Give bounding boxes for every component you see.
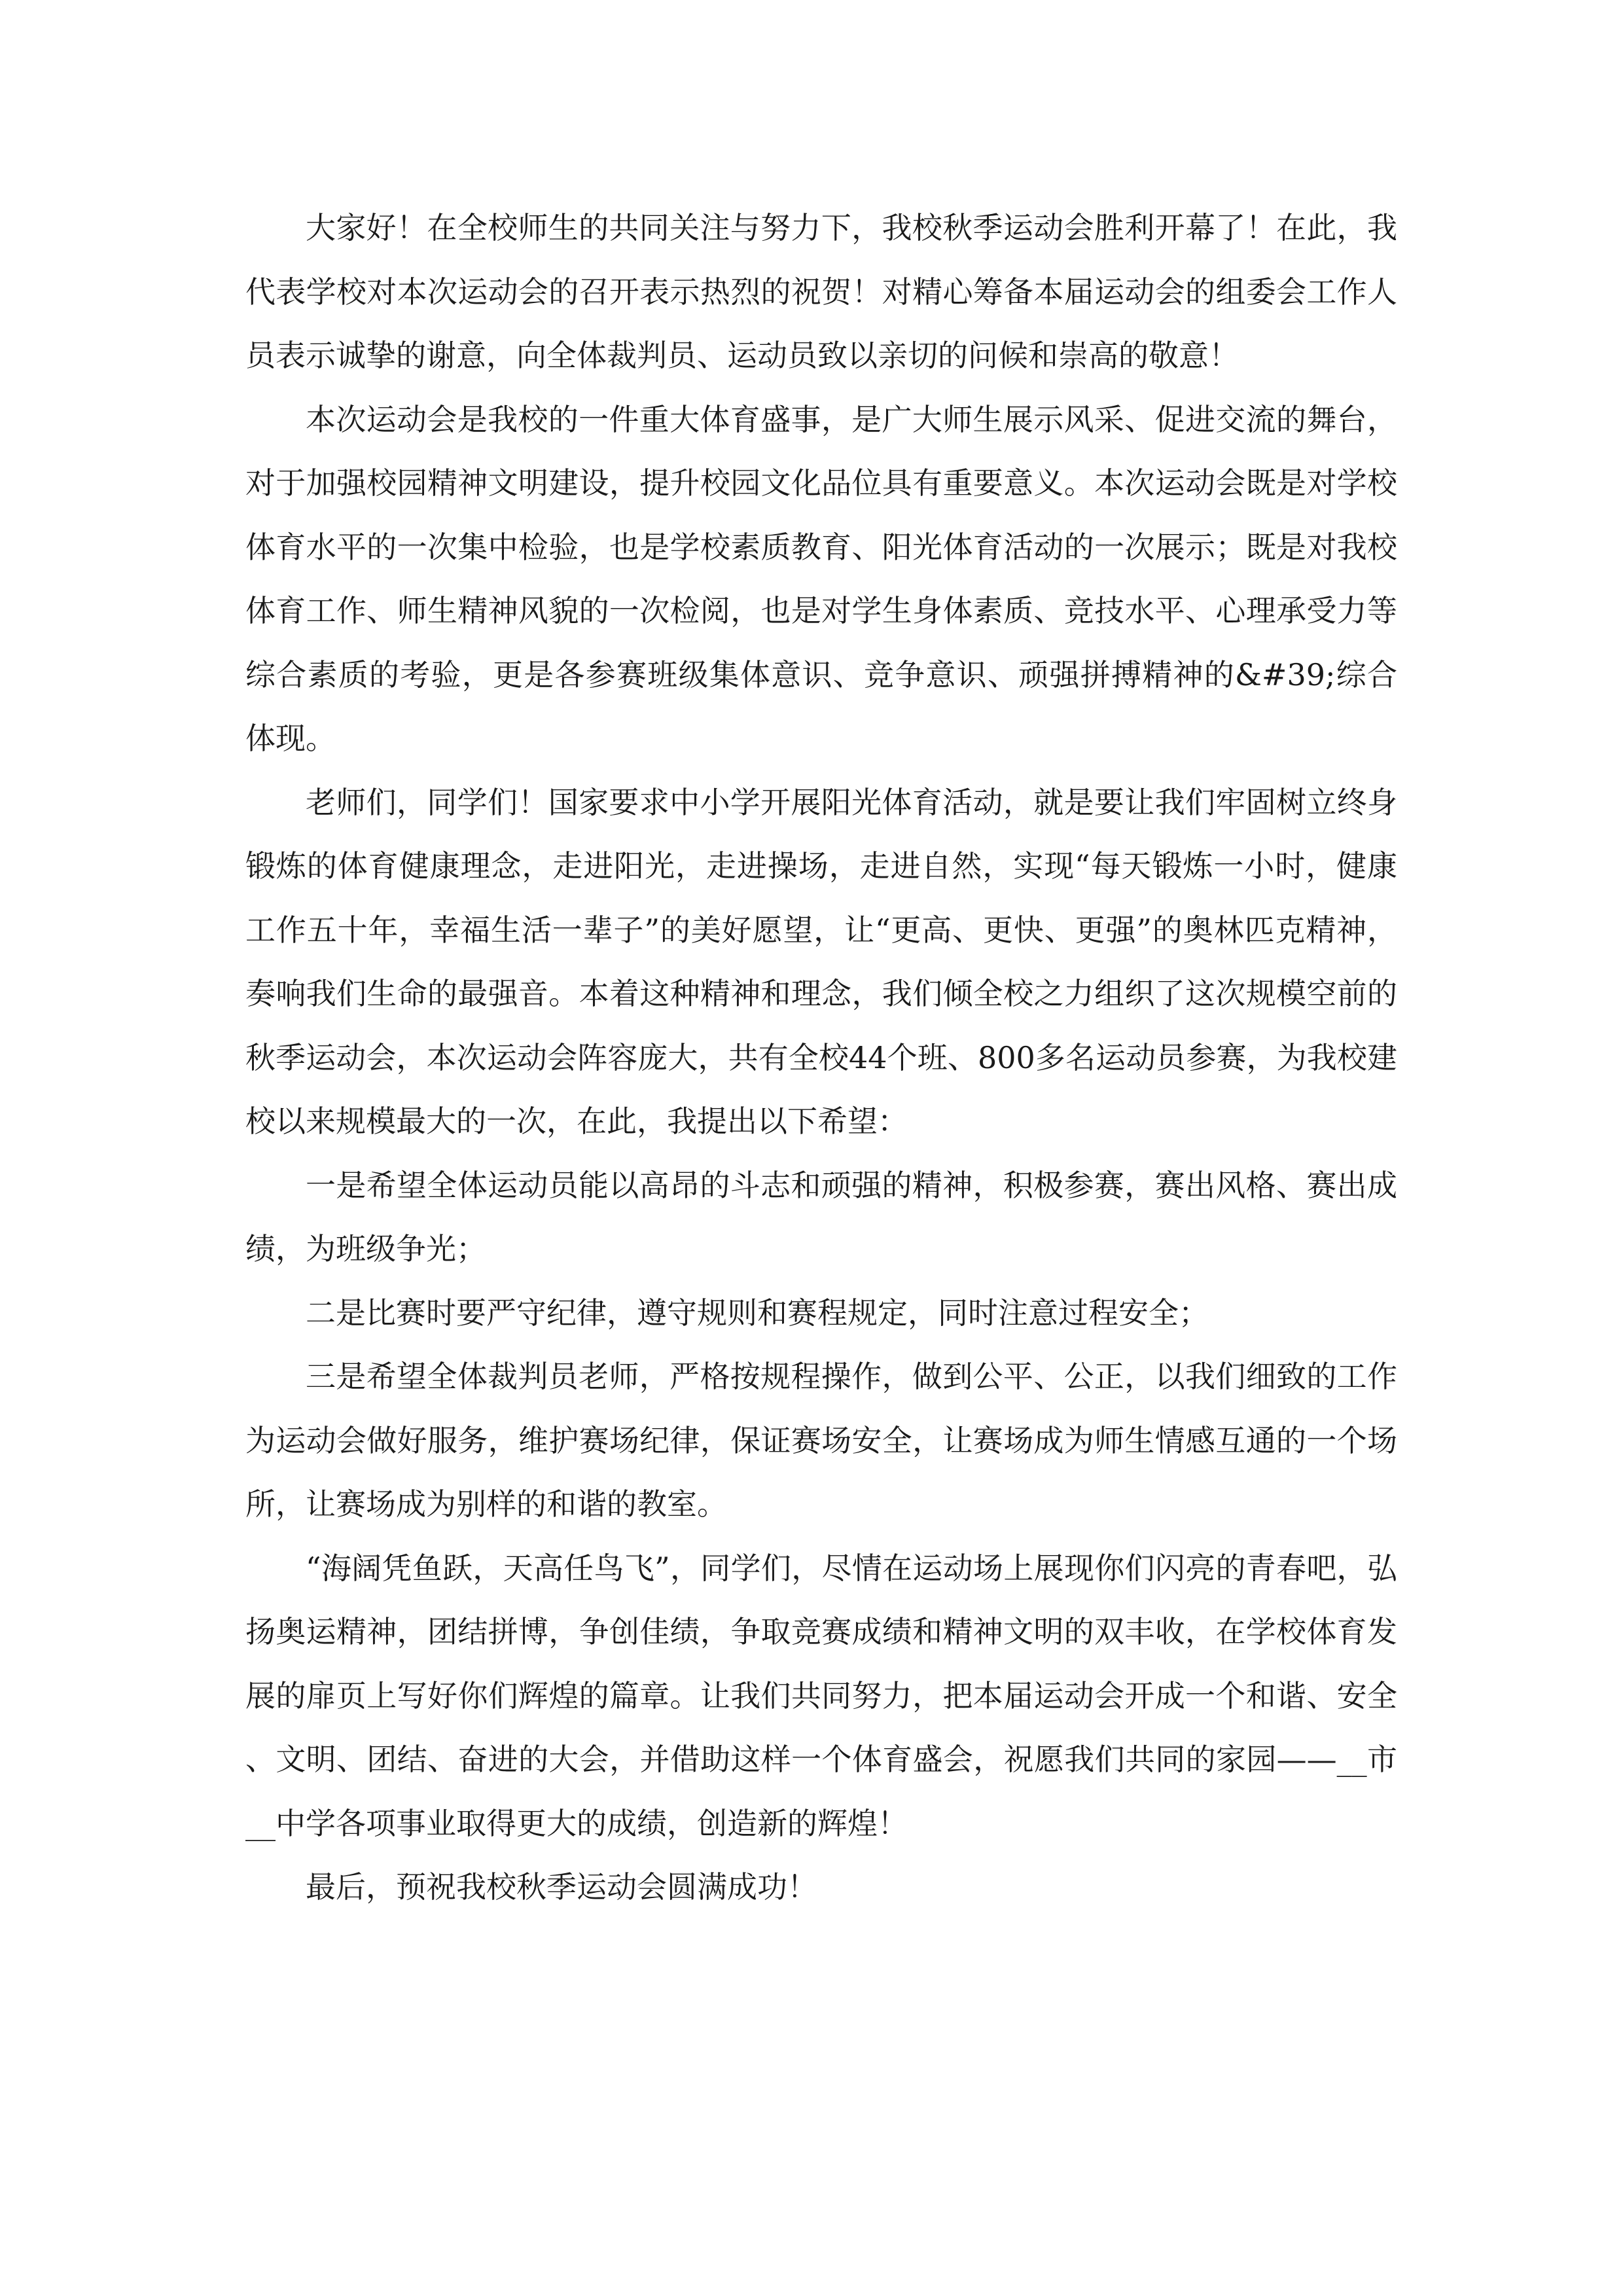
paragraph-closing: 最后，预祝我校秋季运动会圆满成功！ <box>306 1869 817 1905</box>
paragraph-hope-referees: 三是希望全体裁判员老师，严格按规程操作，做到公平、公正，以我们细致的工作为运动会做好服务，维护赛场纪律，保证赛场安全，让赛场成为师生情感互通的一个场所，让赛场成为别样的和谐的教室。 <box>245 1359 1397 1522</box>
paragraph-hope-athletes: 一是希望全体运动员能以高昂的斗志和顽强的精神，积极参赛，赛出风格、赛出成绩，为班级争光； <box>245 1167 1397 1266</box>
paragraph-hope-discipline: 二是比赛时要严守纪律，遵守规则和赛程规定，同时注意过程安全； <box>306 1295 1209 1331</box>
paragraph-significance: 本次运动会是我校的一件重大体育盛事，是广大师生展示风采、促进交流的舞台，对于加强校园精神文明建设，提升校园文化品位具有重要意义。本次运动会既是对学校体育水平的一次集中检验，也是学校素质教育、阳光体育活动的一次展示；既是对我校体育工作、师生精神风貌的一次检阅，也是对学生身体素质、竞技水平、心理承受力等综合素质的考验，更是各参赛班级集体意识、竞争意识、顽强拼搏精神的&#39;综合体现。 <box>245 401 1397 756</box>
paragraph-encouragement: “海阔凭鱼跃，天高任鸟飞”，同学们，尽情在运动场上展现你们闪亮的青春吧，弘扬奥运精神，团结拼博，争创佳绩，争取竞赛成绩和精神文明的双丰收，在学校体育发展的扉页上写好你们辉煌的篇章。让我们共同努力，把本届运动会开成一个和谐、安全、文明、团结、奋进的大会，并借助这样一个体育盛会，祝愿我们共同的家园——__市__中学各项事业取得更大的成绩，创造新的辉煌！ <box>245 1550 1397 1841</box>
paragraph-sunshine-sports: 老师们，同学们！国家要求中小学开展阳光体育活动，就是要让我们牢固树立终身锻炼的体育健康理念，走进阳光，走进操场，走进自然，实现“每天锻炼一小时，健康工作五十年，幸福生活一辈子”的美好愿望，让“更高、更快、更强”的奥林匹克精神，奏响我们生命的最强音。本着这种精神和理念，我们倾全校之力组织了这次规模空前的秋季运动会，本次运动会阵容庞大，共有全校44个班、800多名运动员参赛，为我校建校以来规模最大的一次，在此，我提出以下希望： <box>245 784 1397 1139</box>
body-text <box>245 196 1397 1920</box>
paragraph-greeting: 大家好！在全校师生的共同关注与努力下，我校秋季运动会胜利开幕了！在此，我代表学校对本次运动会的召开表示热烈的祝贺！对精心筹备本届运动会的组委会工作人员表示诚挚的谢意，向全体裁判员、运动员致以亲切的问候和崇高的敬意！ <box>245 210 1397 373</box>
